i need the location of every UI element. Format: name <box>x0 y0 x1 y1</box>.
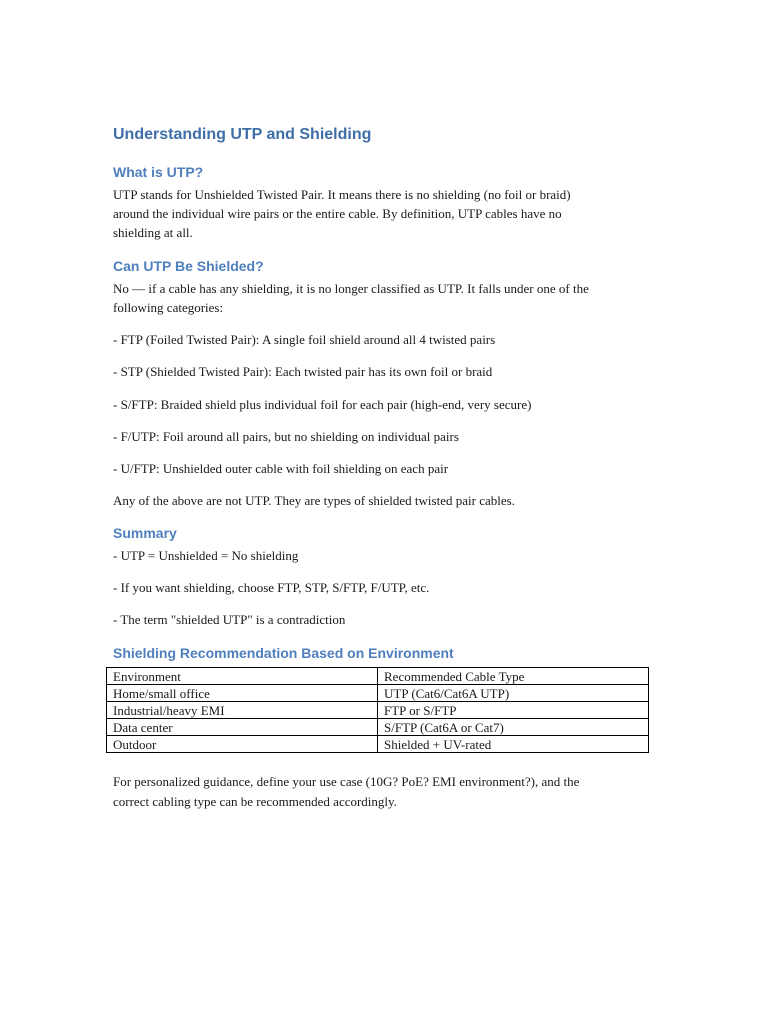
table-cell: Industrial/heavy EMI <box>107 702 378 719</box>
recommendation-table <box>106 667 649 753</box>
list-item-ftp: - FTP (Foiled Twisted Pair): A single foil shield around all 4 twisted pairs <box>113 332 496 347</box>
list-item-sftp: - S/FTP: Braided shield plus individual foil for each pair (high-end, very secure) <box>113 397 532 412</box>
table-cell: Data center <box>107 719 378 736</box>
list-item-futp: - F/UTP: Foil around all pairs, but no shielding on individual pairs <box>113 429 459 444</box>
table-header-row <box>107 668 649 685</box>
table-cell: UTP (Cat6/Cat6A UTP) <box>378 685 649 702</box>
heading-summary: Summary <box>113 525 177 541</box>
heading-shielding-recommendation: Shielding Recommendation Based on Environment <box>113 645 454 661</box>
table-row <box>107 736 649 753</box>
footer-paragraph-line: correct cabling type can be recommended accordingly. <box>113 794 397 809</box>
table-row <box>107 719 649 736</box>
heading-what-is-utp: What is UTP? <box>113 164 204 180</box>
summary-item: - UTP = Unshielded = No shielding <box>113 548 299 563</box>
table-header-cell: Environment <box>107 668 378 685</box>
paragraph-line: UTP stands for Unshielded Twisted Pair. It means there is no shielding (no foil or braid) <box>113 187 571 202</box>
table-cell: S/FTP (Cat6A or Cat7) <box>378 719 649 736</box>
table-cell: Shielded + UV-rated <box>378 736 649 753</box>
paragraph-line: around the individual wire pairs or the entire cable. By definition, UTP cables have no <box>113 206 562 221</box>
heading-can-utp-be-shielded: Can UTP Be Shielded? <box>113 258 264 274</box>
summary-item: - The term "shielded UTP" is a contradiction <box>113 612 346 627</box>
footer-paragraph-line: For personalized guidance, define your use case (10G? PoE? EMI environment?), and the <box>113 774 580 789</box>
table-cell: Outdoor <box>107 736 378 753</box>
table-header-cell: Recommended Cable Type <box>378 668 649 685</box>
paragraph-line: following categories: <box>113 300 224 315</box>
paragraph-line: shielding at all. <box>113 225 193 240</box>
list-item-stp: - STP (Shielded Twisted Pair): Each twisted pair has its own foil or braid <box>113 364 493 379</box>
table-cell: FTP or S/FTP <box>378 702 649 719</box>
summary-item: - If you want shielding, choose FTP, STP, S/FTP, F/UTP, etc. <box>113 580 430 595</box>
document-title: Understanding UTP and Shielding <box>113 126 372 143</box>
paragraph-line: No — if a cable has any shielding, it is no longer classified as UTP. It falls under one of the <box>113 281 589 296</box>
table-row <box>107 702 649 719</box>
closing-paragraph: Any of the above are not UTP. They are types of shielded twisted pair cables. <box>113 493 515 508</box>
table-row <box>107 685 649 702</box>
list-item-uftp: - U/FTP: Unshielded outer cable with foil shielding on each pair <box>113 461 449 476</box>
table-cell: Home/small office <box>107 685 378 702</box>
